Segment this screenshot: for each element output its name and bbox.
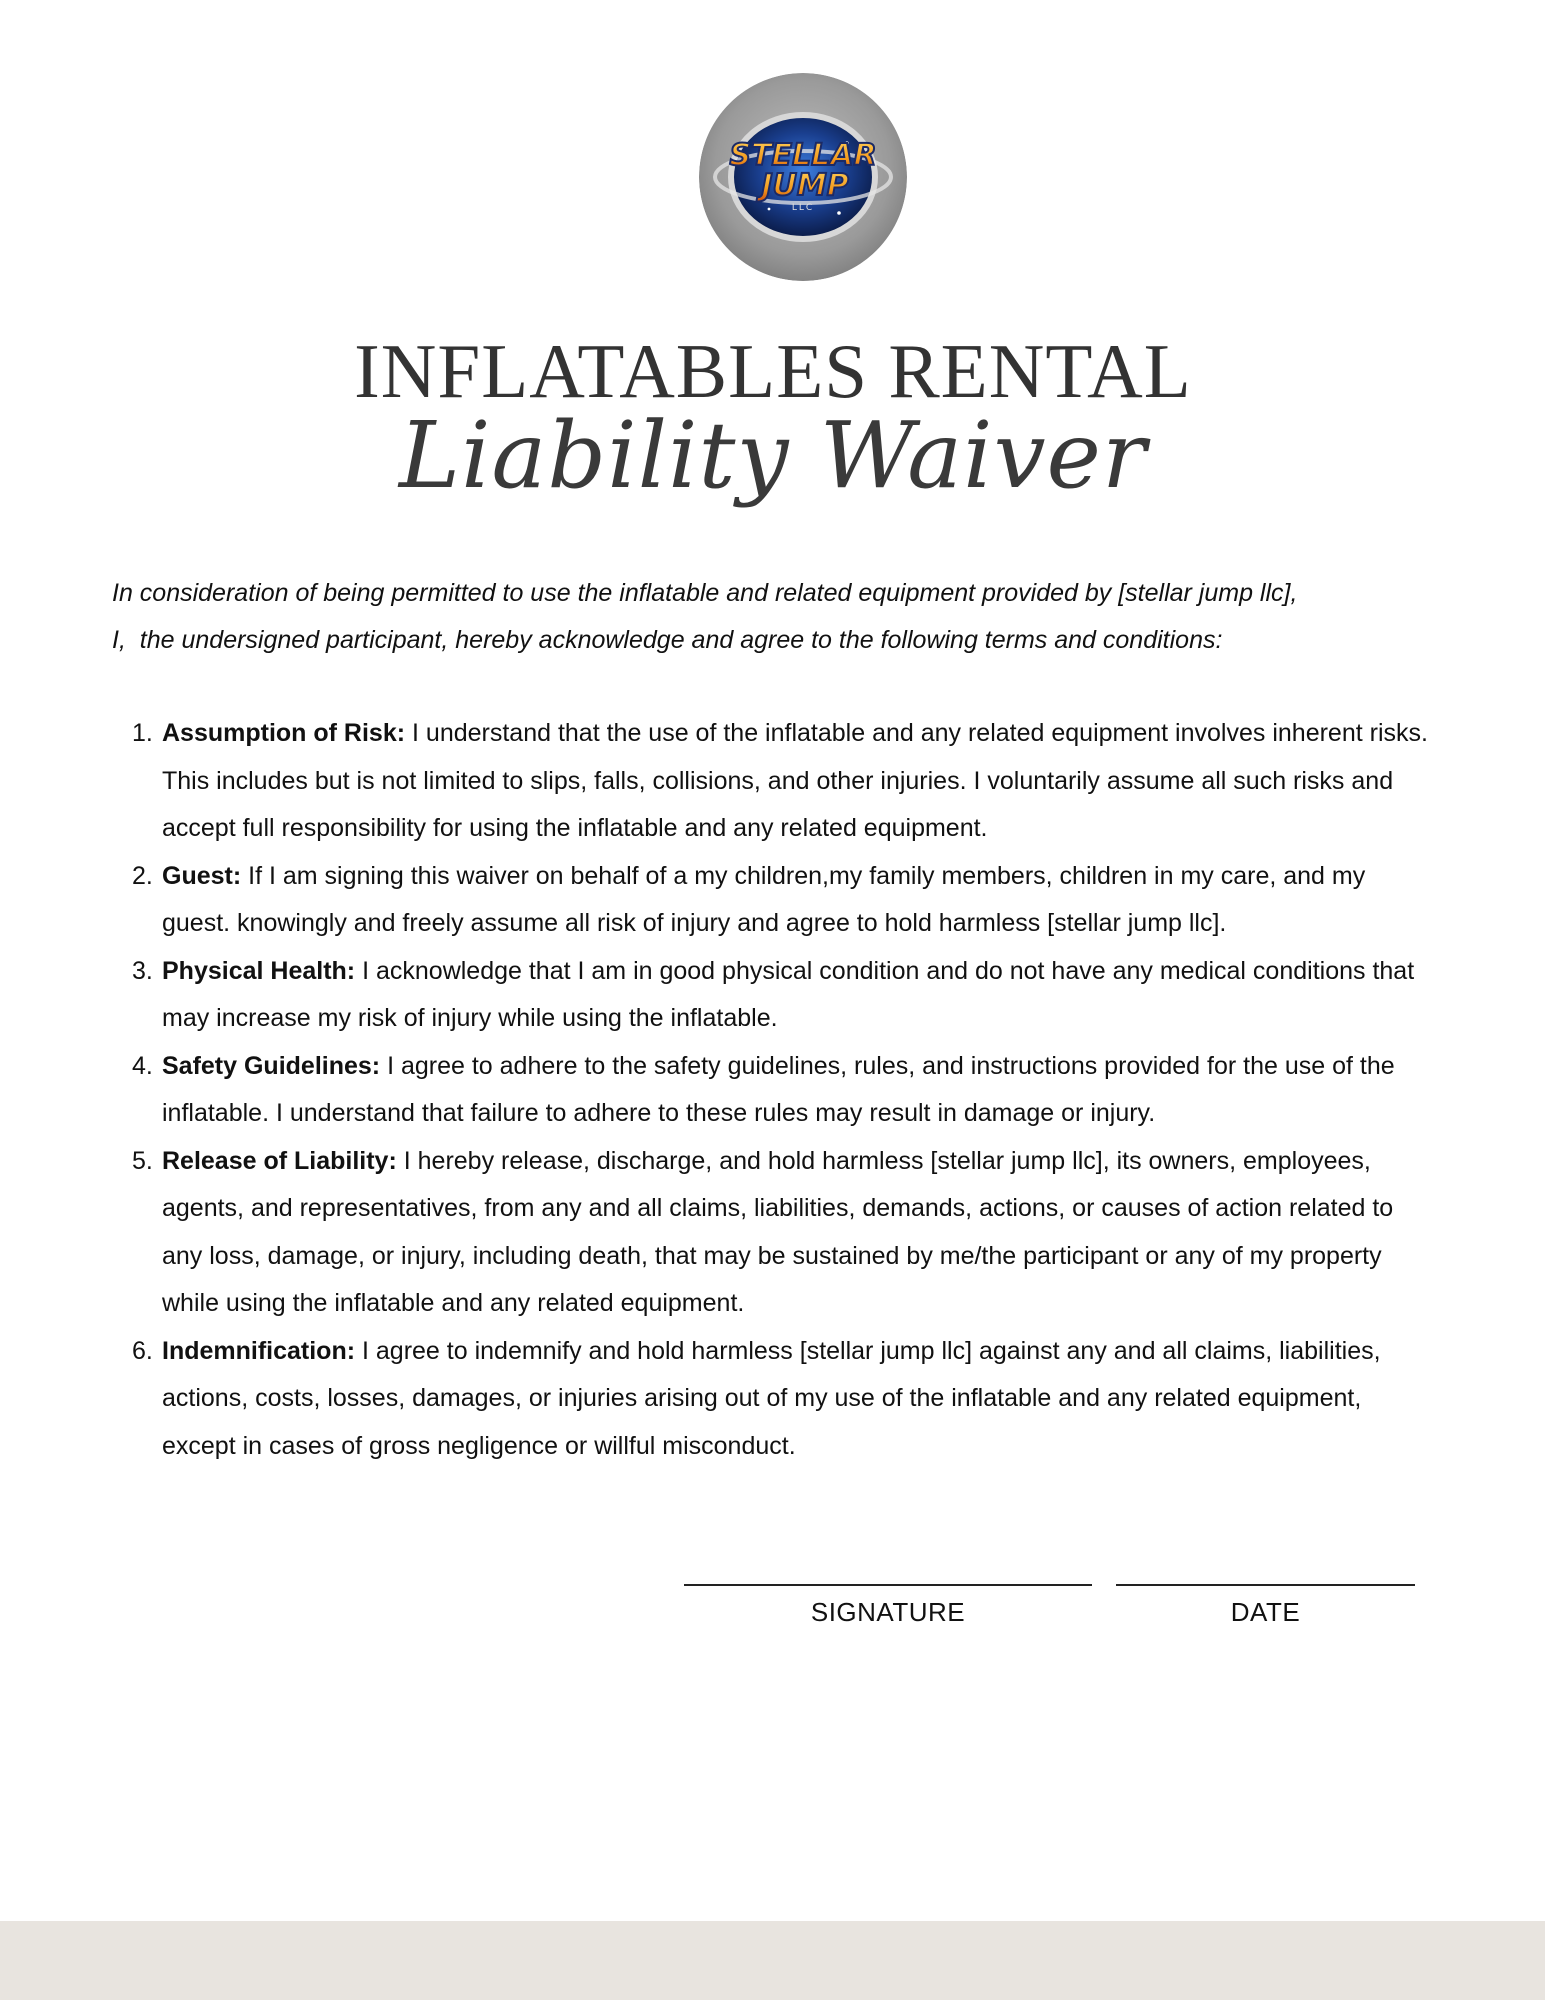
term-item xyxy=(132,710,1432,853)
term-title: Release of Liability: xyxy=(162,1146,397,1175)
logo-text-jump: JUMP xyxy=(761,168,849,203)
term-item xyxy=(132,1043,1432,1138)
document-title: INFLATABLES RENTAL xyxy=(354,328,1192,414)
company-logo xyxy=(699,73,907,281)
term-title: Safety Guidelines: xyxy=(162,1051,381,1080)
term-item xyxy=(132,948,1432,1043)
term-item xyxy=(132,1328,1432,1471)
logo-text-stellar: STELLAR xyxy=(729,138,877,173)
term-item xyxy=(132,1138,1432,1328)
signature-line[interactable] xyxy=(684,1584,1092,1586)
term-number: 3. xyxy=(132,956,153,985)
date-line[interactable] xyxy=(1116,1584,1415,1586)
terms-list xyxy=(132,710,1432,1470)
signature-label: SIGNATURE xyxy=(810,1597,966,1627)
date-label: DATE xyxy=(1230,1597,1301,1627)
term-text: If I am signing this waiver on behalf of a my children,my family members, children in my care, and my guest. knowingly and freely assume all risk of injury and agree to hold harmless [stellar jump llc]. xyxy=(162,861,1366,937)
term-number: 2. xyxy=(132,861,153,890)
term-text: I acknowledge that I am in good physical condition and do not have any medical conditions that may increase my risk of injury while using the inflatable. xyxy=(162,956,1415,1032)
term-title: Physical Health: xyxy=(162,956,356,985)
term-title: Guest: xyxy=(162,861,242,890)
term-title: Assumption of Risk: xyxy=(162,719,406,747)
term-text: I understand that the use of the inflatable and any related equipment involves inherent risks. This includes but is not limited to slips, falls, collisions, and other injuries. I voluntarily assume all such risks and accept full responsibility for using the inflatable and any related equipment. xyxy=(162,719,1428,842)
document-subtitle: Liability Waiver xyxy=(399,402,1147,509)
term-text: I agree to indemnify and hold harmless [stellar jump llc] against any and all claims, liabilities, actions, costs, losses, damages, or injuries arising out of my use of the inflatable and any related equipment, except in cases of gross negligence or willful misconduct. xyxy=(162,1336,1381,1460)
term-number: 5. xyxy=(132,1146,153,1175)
term-title: Indemnification: xyxy=(162,1336,356,1365)
term-number: 1. xyxy=(132,719,153,747)
term-number: 6. xyxy=(132,1336,153,1365)
term-number: 4. xyxy=(132,1051,153,1080)
footer-band xyxy=(0,1921,1545,2000)
term-item xyxy=(132,853,1432,948)
term-text: I agree to adhere to the safety guidelines, rules, and instructions provided for the use of the inflatable. I understand that failure to adhere to these rules may result in damage or injury. xyxy=(162,1051,1395,1127)
term-text: I hereby release, discharge, and hold harmless [stellar jump llc], its owners, employees, agents, and representatives, from any and all claims, liabilities, demands, actions, or causes of action related to any loss, damage, or injury, including death, that may be sustained by me/the participant or any of my property while using the inflatable and any related equipment. xyxy=(162,1146,1394,1317)
logo-text-llc: LLC xyxy=(791,203,815,213)
intro-paragraph: In consideration of being permitted to use the inflatable and related equipment provided by [stellar jump llc], I, the undersigned participant, hereby acknowledge and agree to the following terms and conditions: xyxy=(112,579,1298,654)
